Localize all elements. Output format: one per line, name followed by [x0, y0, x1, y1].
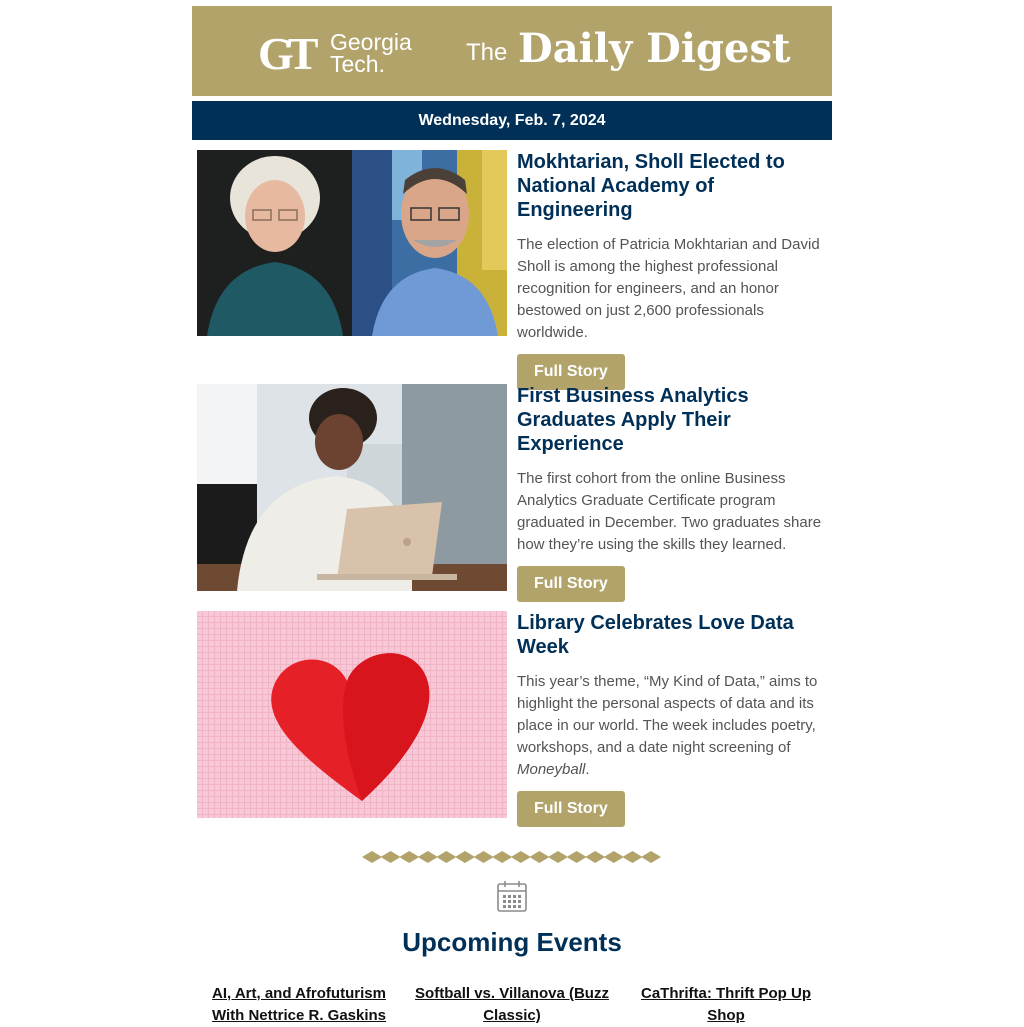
story-headline[interactable]: Mokhtarian, Sholl Elected to National Academy of Engineering — [517, 151, 785, 221]
divider-diamond — [511, 851, 531, 863]
divider-diamond — [492, 851, 512, 863]
divider-diamond — [585, 851, 605, 863]
upcoming-events-heading: Upcoming Events — [402, 927, 622, 957]
woman-at-laptop-photo[interactable] — [197, 384, 507, 591]
full-story-button[interactable]: Full Story — [517, 566, 625, 602]
story-blurb — [517, 671, 827, 781]
full-story-button[interactable]: Full Story — [517, 791, 625, 827]
story-headline[interactable]: First Business Analytics Graduates Apply Their Experience — [517, 385, 749, 455]
blurb-end: . — [585, 761, 590, 778]
two-portraits-photo[interactable] — [197, 150, 507, 336]
red-heart-pixels-photo[interactable] — [197, 611, 507, 818]
divider-diamond — [418, 851, 438, 863]
masthead-the: The — [466, 39, 508, 66]
masthead — [192, 6, 832, 96]
divider-diamond — [455, 851, 475, 863]
divider-diamond — [567, 851, 587, 863]
event-link[interactable]: CaThrifta: Thrift Pop Up Shop — [641, 985, 811, 1024]
story-text — [517, 384, 827, 602]
story-text — [517, 150, 827, 390]
divider-diamond — [474, 851, 494, 863]
logo-word-tech: Tech. — [330, 51, 385, 77]
divider-diamond — [548, 851, 568, 863]
blurb-text: This year’s theme, “My Kind of Data,” aims to highlight the personal aspects of data and its place in our world. The week includes poetry, workshops, and a date night screening of — [517, 673, 818, 756]
divider-diamond — [381, 851, 401, 863]
event-link[interactable]: AI, Art, and Afrofuturism With Nettrice R. Gaskins — [211, 985, 387, 1024]
georgia-tech-logo[interactable] — [258, 28, 418, 78]
divider-diamond — [622, 851, 642, 863]
divider-diamond — [399, 851, 419, 863]
story-blurb: The first cohort from the online Business Analytics Graduate Certificate program graduated in December. Two graduates share how they’re using the skills they learned. — [517, 470, 822, 553]
logo-word-georgia: Georgia — [330, 29, 412, 55]
divider-diamond — [604, 851, 624, 863]
divider-diamond — [436, 851, 456, 863]
blurb-italic: Moneyball — [517, 761, 586, 778]
calendar-icon — [496, 879, 528, 913]
divider-diamond — [529, 851, 549, 863]
full-story-button[interactable]: Full Story — [517, 354, 625, 390]
divider-diamond — [362, 851, 382, 863]
gt-monogram: GT — [258, 28, 313, 79]
story-text — [517, 611, 827, 827]
date-bar: Wednesday, Feb. 7, 2024 — [192, 101, 832, 140]
event-link[interactable]: Softball vs. Villanova (Buzz Classic) — [415, 985, 609, 1024]
story-headline[interactable]: Library Celebrates Love Data Week — [517, 612, 794, 658]
divider-diamond — [641, 851, 661, 863]
story-blurb: The election of Patricia Mokhtarian and David Sholl is among the highest professional recognition for engineers, and an honor bestowed on just 2,600 professionals worldwide. — [517, 236, 820, 341]
masthead-title: Daily Digest — [518, 25, 791, 72]
diamond-divider — [362, 849, 662, 865]
